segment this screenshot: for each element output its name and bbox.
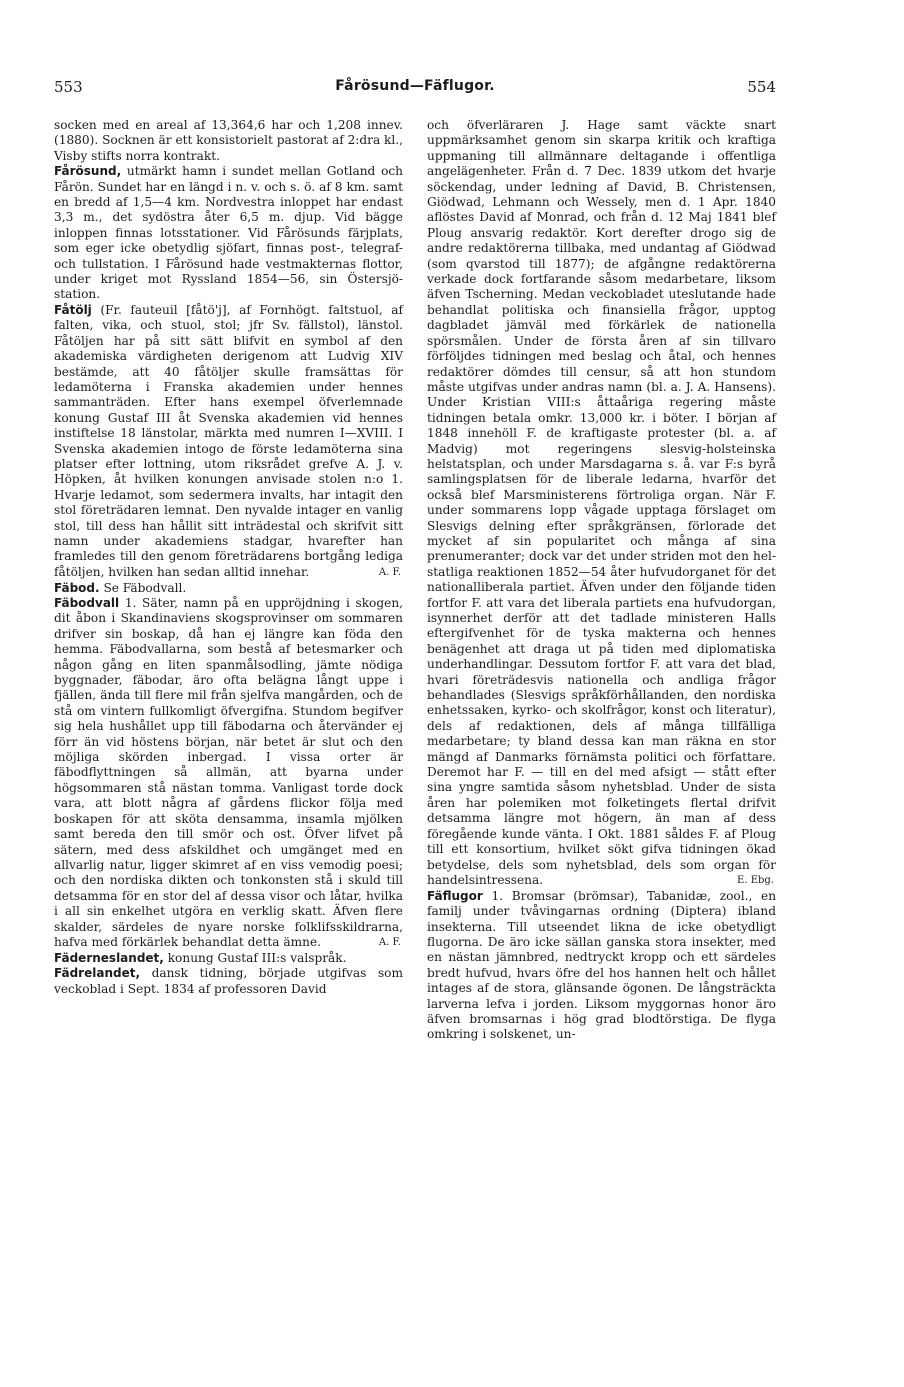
entry-signature: A. F. (378, 567, 401, 579)
entry (54, 966, 403, 997)
entry-signature: A. F. (378, 937, 401, 949)
entry (54, 951, 403, 966)
entry (54, 303, 403, 580)
entry-text: konung Gustaf III:s valspråk. (167, 950, 347, 965)
entry (54, 596, 403, 950)
entry-text: 1. Säter, namn på en uppröjdning i skogen, dit åbon i Skandinaviens skogsprovinser om sommaren drifver sin boskap, då han ej längre kan föda den hemma. Fäbodvallarna, som bestå af betesmarker och någon gång en liten spanmålsodling, jämte nödiga byggnader, fäbodar, äro ofta belägna långt uppe i fjällen, ända till flere mil från sjelfva mangården, och de stå om vintern fullkomligt öfvergifna. Stundom begifver sig hela hushållet upp till fäbodarna och återvänder ej förr än vid höstens början, när betet är slut och den möjliga skörden inbergad. I vissa orter är fäbodflyttningen så allmän, att byarna under högsommaren stå nästan tomma. Vanligast torde dock vara, att blott några af gårdens flickor följa med boskapen för att sköta densamma, insamla mjölken samt bereda den till smör och ost. Öfver lifvet på sätern, med dess afskildhet och umgänget med en allvarlig natur, ligger skimret af en viss vemodig poesi; och den nordiska dikten och tonkonsten stå i skuld till detsamma för en stor del af dessa visor och låtar, hvilka i all sin enkelhet utgöra en verklig skatt. Äfven flere skalder, särdeles de nyare norske folklifsskildrarna, hafva med förkärlek behandlat detta ämne. (54, 596, 404, 949)
page-number-left: 553 (54, 78, 83, 96)
entry-signature: E. Ebg. (737, 875, 774, 887)
entry-headword: Fädrelandet, (54, 966, 141, 981)
entry-text: Se Fäbodvall. (103, 580, 187, 595)
running-header (54, 78, 776, 100)
entry (54, 581, 403, 596)
left-column (54, 118, 403, 997)
entry-text: och öfverläraren J. Hage samt väckte snart uppmärksamhet genom sin skarpa kritik och kraftiga uppmaning till allmännare deltagande i offentliga angelägenheter. Från d. 7 Dec. 1839 utkom det hvarje söckendag, under ledning af David, B. Christensen, Giödwad, Lehmann och Wessely, men d. 1 Apr. 1840 aflöstes David af Monrad, och från d. 12 Maj 1841 blef Ploug ansvarig redaktör. Kort derefter drogo sig de andre redaktörerna tillbaka, med undantag af Giödwad (som qvarstod till 1877); de afgångne redaktörerna verkade dock fortfarande såsom medarbetare, liksom äfven Tscherning. Medan veckobladet uteslutande hade behandlat politiska och finansiella frågor, upptog dagbladet jämväl med förkärlek de nationella spörsmålen. Under de första åren af sin tillvaro förföljdes tidningen med beslag och åtal, och hennes redaktörer dömdes till censur, så att hon stundom måste utgifvas under andras namn (bl. a. J. A. Hansens). Under Kristian VIII:s åttaåriga regering måste tidningen betala omkr. 13,000 kr. i böter. I början af 1848 innehöll F. de kraftigaste protester (bl. a. af Madvig) mot regeringens slesvig-holsteinska helstatsplan, och under Marsdagarna s. å. var F:s byrå samlingsplatsen för de liberale ledarna, hvarför det också blef Marsministerens förtroliga organ. När F. under sommarens lopp vågade upptaga förslaget om Slesvigs delning efter språkgränsen, förlorade det mycket af sin popularitet och många af sina prenumeranter; dock var det under striden mot den hel-statliga reaktionen 1852—54 åter hufvudorganet för det nationalliberala partiet. Äfven under den följande tiden fortfor F. att vara det liberala partiets ena hufvudorgan, isynnerhet derför att det tadlade ministeren Halls eftergifvenhet för de tyska makterna och hennes benägenhet att draga ut på tiden med diplomatiska underhandlingar. Dessutom fortfor F. att vara det blad, hvari företrädesvis nationella och andliga frågor behandlades (Slesvigs språkförhållanden, den nordiska enhetssaken, kyrko- och skolfrågor, konst och literatur), dels af redaktionen, dels af många tillfälliga medarbetare; ty bland dessa kan man räkna en stor mängd af Danmarks förnämsta politici och författare. Deremot har F. — till en del med afsigt — stått efter sina yngre samtida såsom nyhetsblad. Under de sista åren har polemiken mot folketingets flertal drifvit detsamma längre mot högern, än man af dess föregående kunde vänta. I Okt. 1881 såldes F. af Ploug till ett konsortium, hvilket sökt gifva tidningen ökad betydelse, dels som nyhetsblad, dels som organ för handelsintressena. (427, 118, 776, 887)
right-column (427, 118, 776, 1043)
entry (54, 164, 403, 303)
entry-text: (Fr. fauteuil [fåtö'j], af Fornhögt. faltstuol, af falten, vika, och stuol, stol; jfr Sv. fällstol), länstol. Fåtöljen har på sitt sätt blifvit en symbol af den akademiska värdigheten derigenom att Ludvig XIV bestämde, att 40 fåtöljer skulle framsättas för ledamöterna i Franska akademien under hennes sammanträden. Efter hans exempel öfverlemnade konung Gustaf III åt Svenska akademien vid hennes instiftelse 18 länstolar, märkta med numren I—XVIII. I Svenska akademien intogo de förste ledamöterna sina platser efter lottning, utom riksrådet grefve A. J. v. Höpken, åt hvilken konungen anvisade stolen n:o 1. Hvarje ledamot, som sedermera invalts, har intagit den stol företrädaren lemnat. Den nyvalde intager en vanlig stol, till dess han hållit sitt inträdestal och skrifvit sitt namn under akademiens stadgar, hvarefter han framledes till den genom företrädarens bortgång lediga fåtöljen, hvilken han sedan alltid innehar. (54, 302, 404, 579)
entry (54, 118, 403, 164)
page-number-right: 554 (747, 78, 776, 96)
entry-text: utmärkt hamn i sundet mellan Gotland och Fårön. Sundet har en längd i n. v. och s. ö. af 8 km. samt en bredd af 1,5—4 km. Nordvestra inloppet har endast 3,3 m., det sydöstra åter 6,5 m. djup. Vid bägge inloppen finnas lotsstationer. Vid Fårösunds färjplats, som eger icke obetydlig sjöfart, finnas post-, telegraf- och tullstation. I Fårösund hade vestmakternas flottor, under kriget mot Ryssland 1854—56, sin Östersjö-station. (54, 164, 403, 302)
entry (427, 118, 776, 888)
entry-text: socken med en areal af 13,364,6 har och 1,208 innev. (1880). Socknen är ett konsistorielt pastorat af 2:dra kl., Visby stifts norra kontrakt. (54, 118, 404, 163)
entry-headword: Fåtölj (54, 302, 92, 317)
entry-headword: Fäflugor (427, 888, 483, 903)
entry-headword: Fäbod. (54, 580, 100, 595)
entry-text: 1. Bromsar (brömsar), Tabanidæ, zool., en familj under tvåvingarnas ordning (Diptera) ibland insekterna. Till utseendet likna de icke obetydligt flugorna. De äro icke sällan ganska stora insekter, med en nästan jämnbred, nedtryckt kropp och ett särdeles bredt hufvud, hvars öfre del hos hannen helt och hållet intages af de stora, glänsande ögonen. De långsträckta larverna lefva i jorden. Liksom myggornas honor äro äfven bromsarnas i hög grad blodtörstiga. De flyga omkring i solskenet, un- (427, 888, 777, 1042)
entry-headword: Fäderneslandet, (54, 950, 164, 965)
entry-headword: Fårösund, (54, 164, 122, 179)
entry-headword: Fäbodvall (54, 596, 120, 610)
running-title: Fårösund—Fäflugor. (335, 78, 495, 94)
entry (427, 889, 776, 1043)
entry-text: dansk tidning, började utgifvas som veckoblad i Sept. 1834 af professoren David (54, 966, 403, 996)
